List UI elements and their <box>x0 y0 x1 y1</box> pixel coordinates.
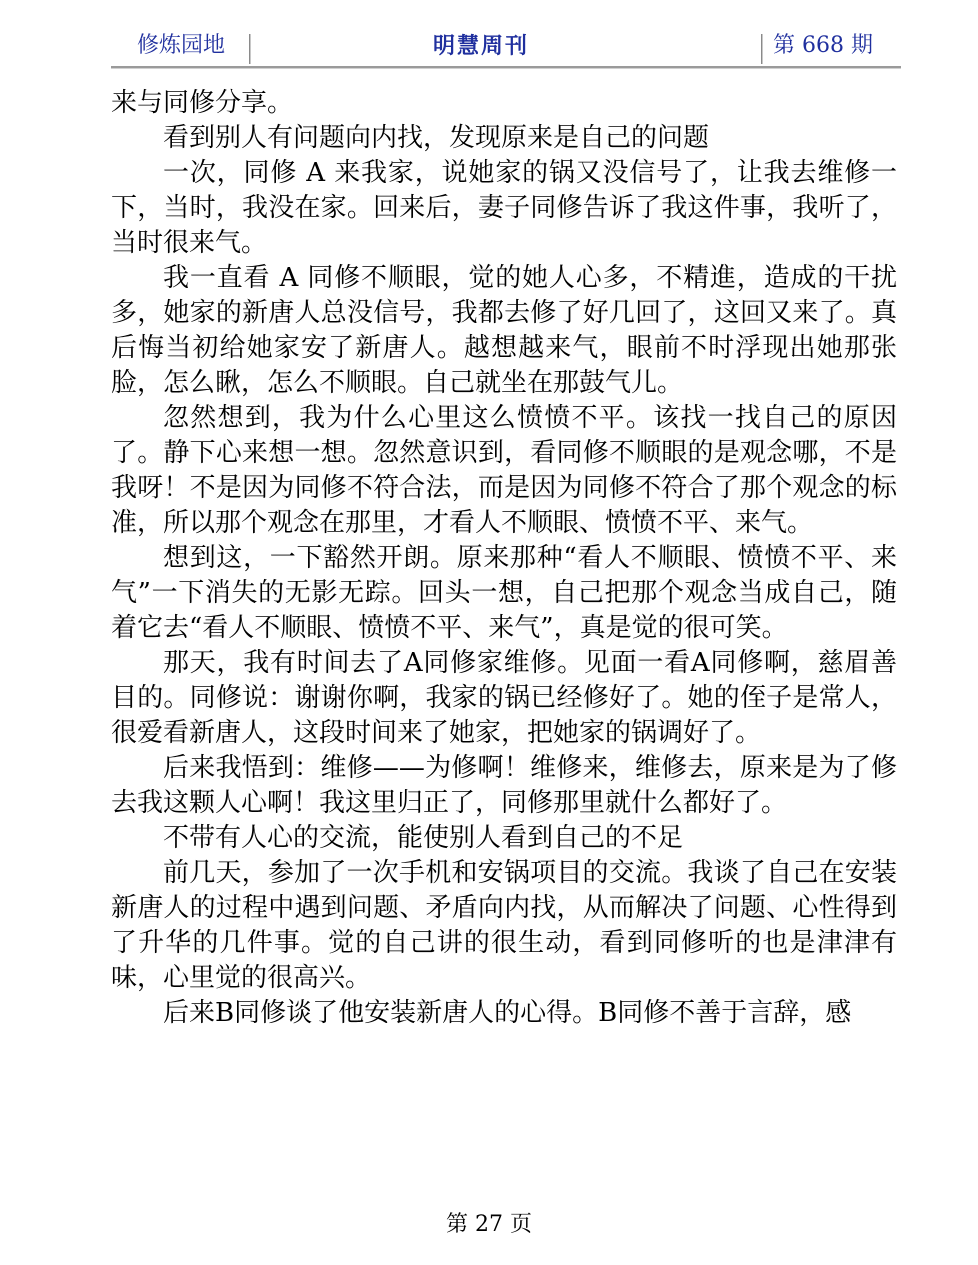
subheading: 看到别人有问题向内找，发现原来是自己的问题 <box>163 123 710 153</box>
paragraph: 我一直看 A 同修不顺眼，觉的她人心多，不精進，造成的干扰多，她家的新唐人总没信号，我都去修了好几回了，这回又来了。真后悔当初给她家安了新唐人。越想越来气，眼前不时浮现出她那张脸，怎么瞅，怎么不顺眼。自己就坐在那鼓气儿。 <box>111 263 897 398</box>
subheading: 不带有人心的交流，能使别人看到自己的不足 <box>163 823 684 853</box>
section-title: 修炼园地 <box>137 33 226 58</box>
page-number: 第 27 页 <box>446 1212 532 1237</box>
page-header <box>111 28 901 66</box>
paragraph: 前几天，参加了一次手机和安锅项目的交流。我谈了自己在安装新唐人的过程中遇到问题、矛盾向内找，从而解决了问题、心性得到了升华的几件事。觉的自己讲的很生动，看到同修听的也是津津有味，心里觉的很高兴。 <box>111 858 897 993</box>
paragraph: 后来B同修谈了他安装新唐人的心得。B同修不善于言辞，感 <box>163 998 852 1028</box>
publication-title: 明慧周刊 <box>433 33 530 59</box>
paragraph: 想到这，一下豁然开朗。原来那种“看人不顺眼、愤愤不平、来气”一下消失的无影无踪。回头一想，自己把那个观念当成自己，随着它去“看人不顺眼、愤愤不平、来气”，真是觉的很可笑。 <box>111 543 897 643</box>
header-divider-left <box>249 34 251 64</box>
paragraph: 忽然想到，我为什么心里这么愤愤不平。该找一找自己的原因了。静下心来想一想。忽然意识到，看同修不顺眼的是观念哪，不是我呀！不是因为同修不符合法，而是因为同修不符合了那个观念的标准，所以那个观念在那里，才看人不顺眼、愤愤不平、来气。 <box>111 403 897 538</box>
header-divider-right <box>761 34 763 64</box>
paragraph: 来与同修分享。 <box>111 88 294 118</box>
paragraph: 那天，我有时间去了A同修家维修。见面一看A同修啊，慈眉善目的。同修说：谢谢你啊，我家的锅已经修好了。她的侄子是常人，很爱看新唐人，这段时间来了她家，把她家的锅调好了。 <box>111 648 897 748</box>
header-rule <box>111 66 901 69</box>
issue-number: 第 668 期 <box>773 33 873 58</box>
paragraph: 一次，同修 A 来我家，说她家的锅又没信号了，让我去维修一下，当时，我没在家。回来后，妻子同修告诉了我这件事，我听了，当时很来气。 <box>111 158 897 258</box>
paragraph: 后来我悟到：维修——为修啊！维修来，维修去，原来是为了修去我这颗人心啊！我这里归正了，同修那里就什么都好了。 <box>111 753 897 818</box>
article-body <box>111 86 897 1031</box>
